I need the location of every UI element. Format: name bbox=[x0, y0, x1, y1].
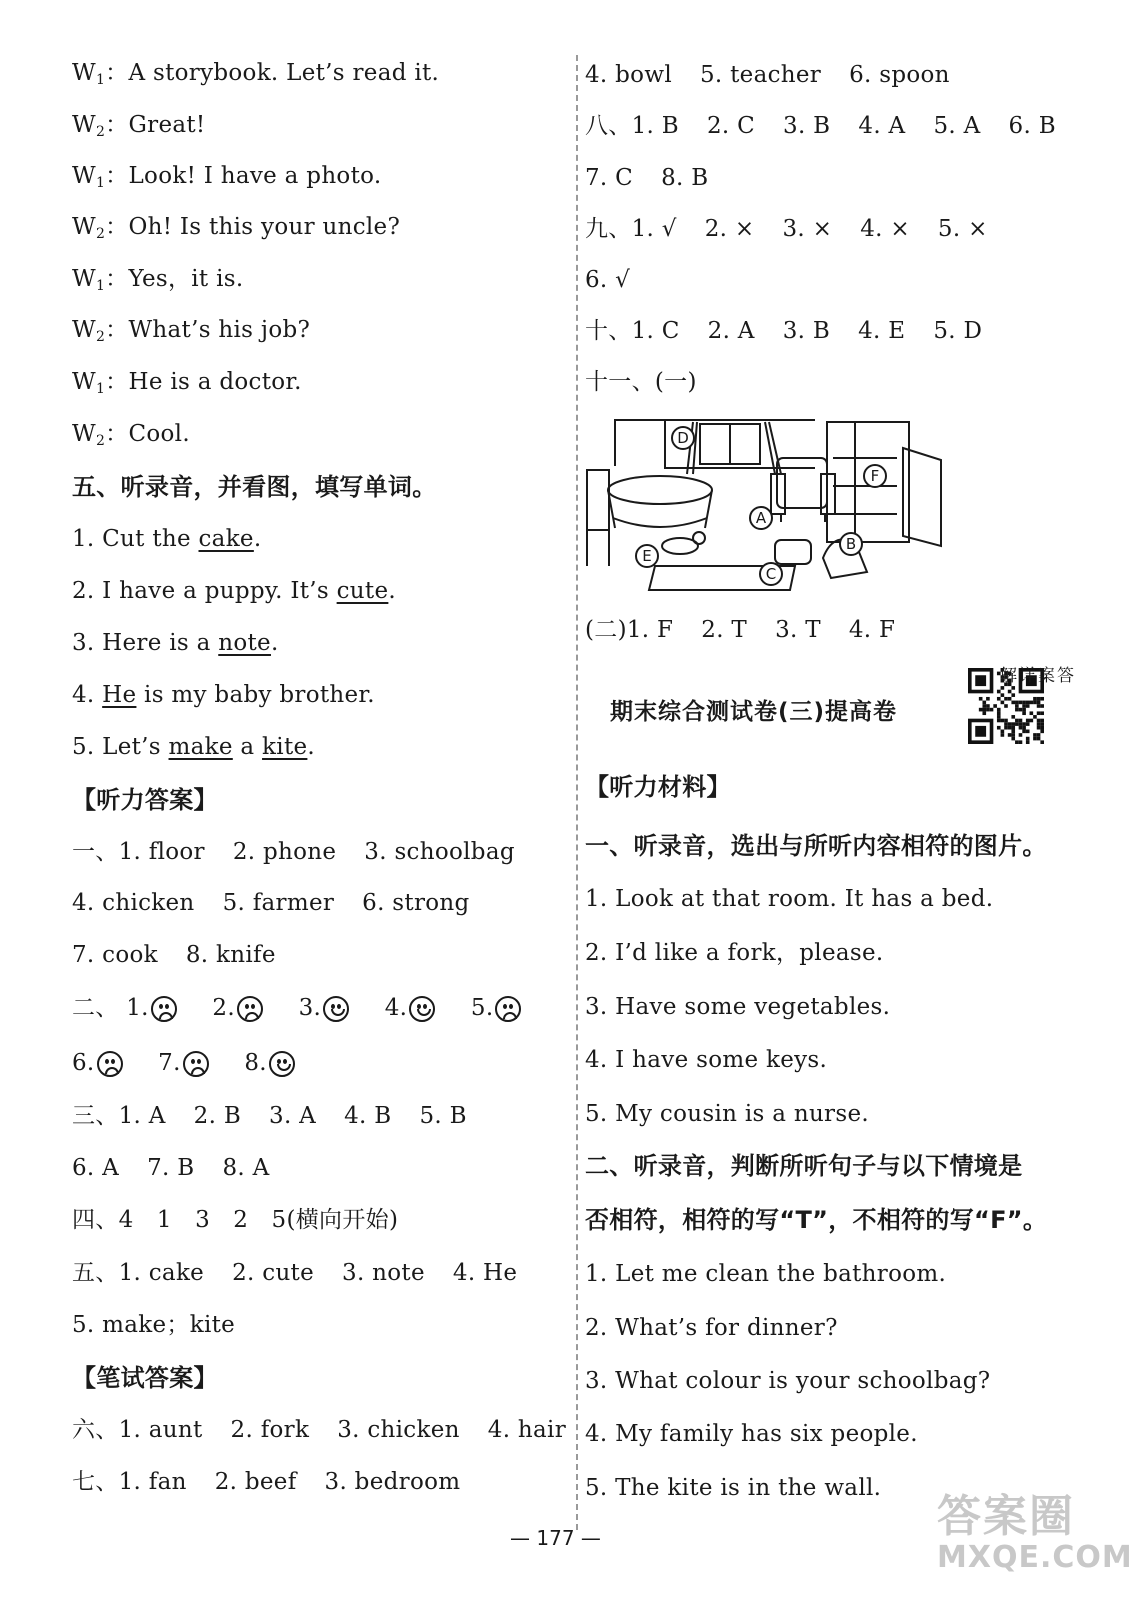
transcript-line: 5. My cousin is a nurse. bbox=[585, 1101, 869, 1127]
dialogue-line: $W_2$：Cool. bbox=[72, 421, 190, 449]
answer-row: 五、1. cake 2. cute 3. note 4. He bbox=[72, 1260, 518, 1286]
answer-row: 十、1. C 2. A 3. B 4. E 5. D bbox=[585, 318, 983, 344]
sad-face-icon bbox=[183, 1051, 209, 1077]
transcript-line: 2. I’d like a fork，please. bbox=[585, 940, 884, 966]
listening-material-heading: 【听力材料】 bbox=[585, 773, 731, 801]
test-title: 期末综合测试卷(三)提高卷 bbox=[610, 699, 898, 725]
page-number: — 177 — bbox=[510, 1526, 601, 1550]
sad-face-icon bbox=[495, 996, 521, 1022]
qr-caption: 答案详解 bbox=[996, 666, 1073, 683]
answer-row: 四、4 1 3 2 5(横向开始) bbox=[72, 1207, 399, 1233]
face-answer-row: 二、 1. 2. 3. 4. 5. bbox=[72, 993, 521, 1023]
scene-label: B bbox=[845, 535, 857, 553]
scene-label: E bbox=[642, 547, 652, 565]
fill-in-item: 5. Let’s make a kite. bbox=[72, 734, 316, 760]
answer-row: 4. chicken 5. farmer 6. strong bbox=[72, 890, 470, 916]
answer-row: 八、1. B 2. C 3. B 4. A 5. A 6. B bbox=[585, 113, 1056, 139]
scene-label: C bbox=[765, 565, 777, 583]
section-title: 二、听录音，判断所听句子与以下情境是 bbox=[585, 1152, 1023, 1180]
fill-in-item: 2. I have a puppy. It’s cute. bbox=[72, 578, 396, 604]
answer-row: 三、1. A 2. B 3. A 4. B 5. B bbox=[72, 1103, 467, 1129]
written-answers-heading: 【笔试答案】 bbox=[72, 1364, 218, 1392]
transcript-line: 4. I have some keys. bbox=[585, 1047, 828, 1073]
transcript-line: 3. Have some vegetables. bbox=[585, 994, 891, 1020]
section-title: 否相符，相符的写“T”，不相符的写“F”。 bbox=[585, 1206, 1048, 1234]
dialogue-line: $W_1$：Look! I have a photo. bbox=[72, 163, 382, 191]
dialogue-line: $W_2$：Great! bbox=[72, 112, 206, 140]
answer-row: 九、1. √ 2. × 3. × 4. × 5. × bbox=[585, 216, 988, 242]
dialogue-line: $W_1$：He is a doctor. bbox=[72, 369, 302, 397]
sad-face-icon bbox=[97, 1051, 123, 1077]
answer-row: 六、1. aunt 2. fork 3. chicken 4. hair bbox=[72, 1417, 566, 1443]
transcript-line: 2. What’s for dinner? bbox=[585, 1315, 838, 1341]
answer-row: 7. cook 8. knife bbox=[72, 942, 276, 968]
dialogue-line: $W_2$：Oh! Is this your uncle? bbox=[72, 214, 401, 242]
dialogue-line: $W_1$：A storybook. Let’s read it. bbox=[72, 60, 440, 88]
answer-row: 5. make；kite bbox=[72, 1312, 236, 1338]
sad-face-icon bbox=[151, 996, 177, 1022]
transcript-line: 3. What colour is your schoolbag? bbox=[585, 1368, 991, 1394]
transcript-line: 4. My family has six people. bbox=[585, 1421, 918, 1447]
answer-row: 6. √ bbox=[585, 267, 631, 293]
fill-in-item: 3. Here is a note. bbox=[72, 630, 279, 656]
answer-row: 七、1. fan 2. beef 3. bedroom bbox=[72, 1469, 461, 1495]
sad-face-icon bbox=[237, 996, 263, 1022]
happy-face-icon bbox=[409, 996, 435, 1022]
happy-face-icon bbox=[269, 1051, 295, 1077]
watermark-logo: 答案圈 MXQE.COM bbox=[937, 1491, 1133, 1575]
scene-label: F bbox=[870, 467, 880, 485]
section-title: 一、听录音，选出与所听内容相符的图片。 bbox=[585, 832, 1047, 860]
answer-row: 一、1. floor 2. phone 3. schoolbag bbox=[72, 839, 515, 865]
listening-answers-heading: 【听力答案】 bbox=[72, 786, 218, 814]
answer-row: 6. A 7. B 8. A bbox=[72, 1155, 270, 1181]
happy-face-icon bbox=[323, 996, 349, 1022]
section-title: 五、听录音，并看图，填写单词。 bbox=[72, 473, 437, 501]
transcript-line: 5. The kite is in the wall. bbox=[585, 1475, 882, 1501]
fill-in-item: 1. Cut the cake. bbox=[72, 526, 262, 552]
answer-row: 4. bowl 5. teacher 6. spoon bbox=[585, 62, 950, 88]
dialogue-line: $W_1$：Yes，it is. bbox=[72, 266, 244, 294]
room-scene-illustration bbox=[585, 418, 945, 596]
answer-row: 十一、(一) bbox=[585, 369, 697, 395]
answer-row: (二)1. F 2. T 3. T 4. F bbox=[585, 617, 896, 643]
transcript-line: 1. Look at that room. It has a bed. bbox=[585, 886, 994, 912]
fill-in-item: 4. He is my baby brother. bbox=[72, 682, 375, 708]
face-answer-row: 6. 7. 8. bbox=[72, 1048, 295, 1078]
answer-row: 7. C 8. B bbox=[585, 165, 709, 191]
scene-label: A bbox=[755, 509, 767, 527]
column-divider bbox=[576, 55, 578, 1530]
dialogue-line: $W_2$：What’s his job? bbox=[72, 317, 311, 345]
scene-label: D bbox=[677, 429, 689, 447]
transcript-line: 1. Let me clean the bathroom. bbox=[585, 1261, 947, 1287]
